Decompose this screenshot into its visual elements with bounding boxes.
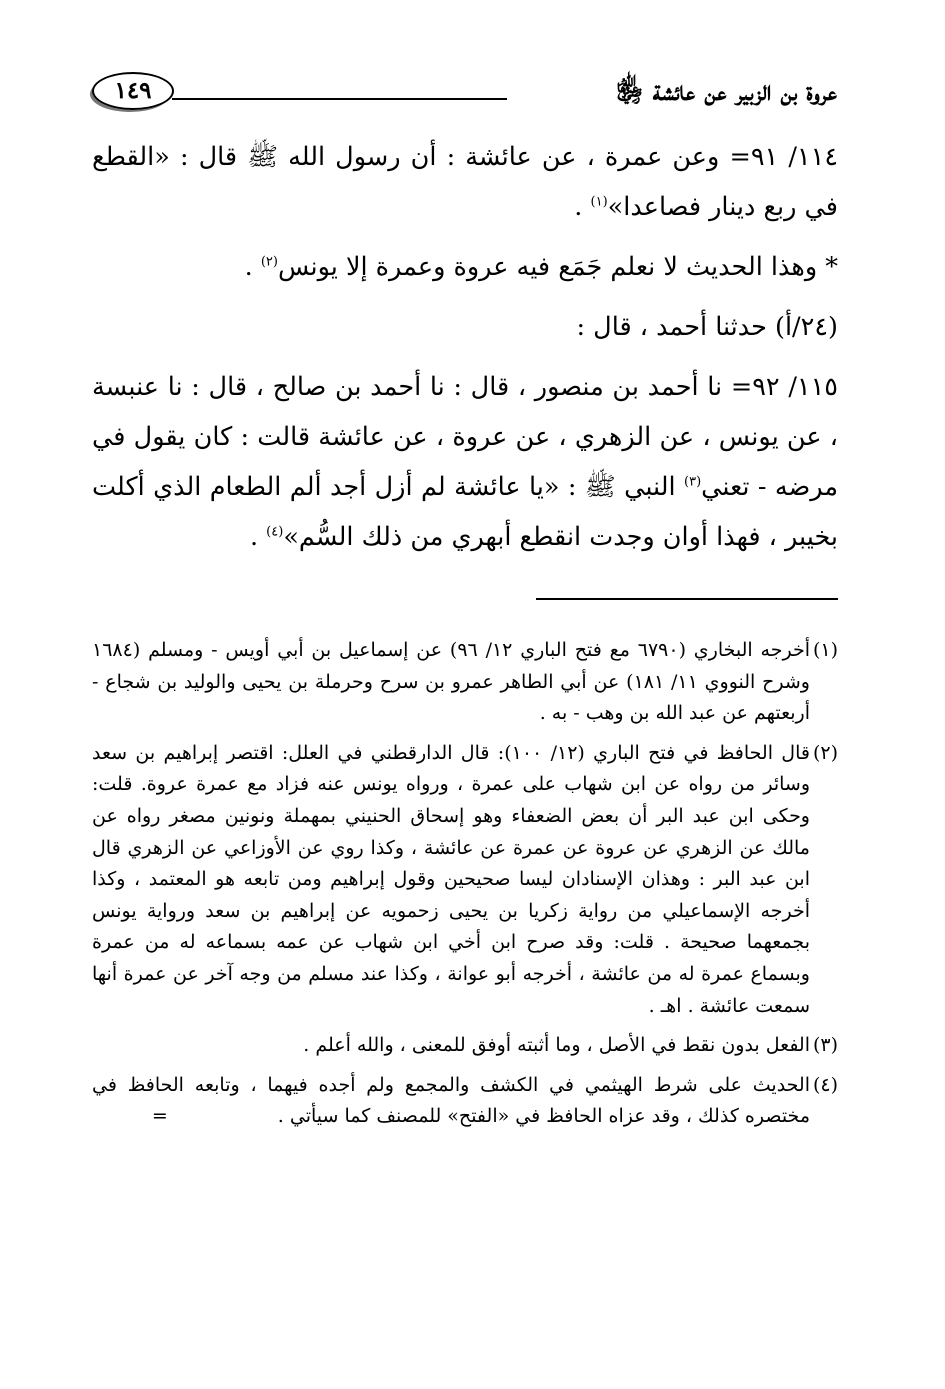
footnote-body: [92, 1070, 810, 1133]
footnote-4: [92, 1070, 838, 1133]
footnote-ref-4[interactable]: (٤): [266, 524, 284, 540]
footnote-separator: [536, 598, 838, 600]
hadith-115: [92, 362, 838, 562]
footnote-number: (٢): [812, 741, 838, 764]
commentary-note: [92, 242, 838, 292]
footnote-text: الحديث على شرط الهيثمي في الكشف والمجمع ولم أجده فيهما ، وتابعه الحافظ في مختصره كذلك ، وقد عزاه الحافظ في «الفتح» للمصنف كما سيأتي .: [92, 1073, 811, 1128]
punct: .: [574, 192, 591, 222]
hadith-115-text-a: ١١٥/ ٩٢= نا أحمد بن منصور ، قال : نا أحمد بن صالح ، قال : نا عنبسة ، عن يونس ، عن الزهري ، عن عروة ، عن عائشة قالت : كان يقول في مرضه - تعني: [92, 372, 838, 502]
footnote-text: أخرجه البخاري (٦٧٩٠ مع فتح الباري ١٢/ ٩٦) عن إسماعيل بن أبي أويس - ومسلم (١٦٨٤ وشرح النووي ١١/ ١٨١) عن أبي الطاهر عمرو بن سرح وحرملة بن يحيى والوليد بن شجاع - أربعتهم عن عبد الله بن وهب - به .: [92, 639, 810, 725]
footnote-text: قال الحافظ في فتح الباري (١٢/ ١٠٠): قال الدارقطني في العلل: اقتصر إبراهيم بن سعد وسائر من رواه عن ابن شهاب على عمرة ، ورواه يونس عنه فزاد مع عمرة عروة. قلت: وحكى ابن عبد البر أن بعض الضعفاء وهو إسحاق الحنيني بمهملة ونونين مصغر رواه عن مالك عن الزهري عن عروة عن عمرة عن عائشة ، وكذا روي عن الأوزاعي عن الزهري قال ابن عبد البر : وهذان الإسنادان ليسا صحيحين وقول إبراهيم ومن تابعه هو المعتمد ، وكذا أخرجه الإسماعيلي من رواية زكريا بن يحيى زحمويه عن إبراهيم بن سعد ورواية يونس بجمعهما صحيحة . قلت: وقد صرح ابن أخي ابن شهاب عن عمه بسماعه له من عمرة وبسماع عمرة له من عائشة ، أخرجه أبو عوانة ، وكذا عند مسلم من وجه آخر عن عمرة أنها سمعت عائشة . اهـ .: [92, 741, 810, 1017]
continuation-mark: =: [151, 1105, 168, 1128]
footnote-number: (١): [812, 639, 838, 661]
footnote-2: [92, 738, 838, 1022]
footnotes: [92, 635, 838, 1141]
hadith-115-text-b: النبي ﷺ : «يا عائشة لم أزل أجد ألم الطعام الذي أكلت بخيبر ، فهذا أوان وجدت انقطع أبهري من ذلك السُّم»: [92, 472, 838, 552]
commentary-text: * وهذا الحديث لا نعلم جَمَع فيه عروة وعمرة إلا يونس: [277, 252, 838, 282]
hadith-114-text: ١١٤/ ٩١= وعن عمرة ، عن عائشة : أن رسول الله ﷺ قال : «القطع في ربع دينار فصاعدا»: [92, 142, 839, 222]
footnote-1: [92, 635, 838, 730]
main-text: [92, 132, 838, 562]
footnote-ref-1[interactable]: (١): [590, 194, 608, 210]
hadith-114: [92, 132, 838, 232]
punct: .: [249, 522, 267, 552]
punct: .: [244, 252, 261, 282]
folio-line: (٢٤/أ) حدثنا أحمد ، قال :: [576, 312, 838, 342]
header-title: عروة بن الزبير عن عائشة ﵂: [616, 76, 837, 107]
footnote-ref-3[interactable]: (٣): [684, 474, 702, 490]
footnote-3: [92, 1030, 838, 1062]
footnote-text: الفعل بدون نقط في الأصل ، وما أثبته أوفق للمعنى ، والله أعلم .: [303, 1034, 810, 1057]
header-rule: [172, 98, 507, 100]
running-header: [92, 70, 837, 120]
page-number: ١٤٩: [92, 72, 174, 110]
footnote-number: (٣): [812, 1034, 838, 1057]
footnote-ref-2[interactable]: (٢): [260, 254, 278, 270]
footnote-number: (٤): [812, 1073, 838, 1096]
